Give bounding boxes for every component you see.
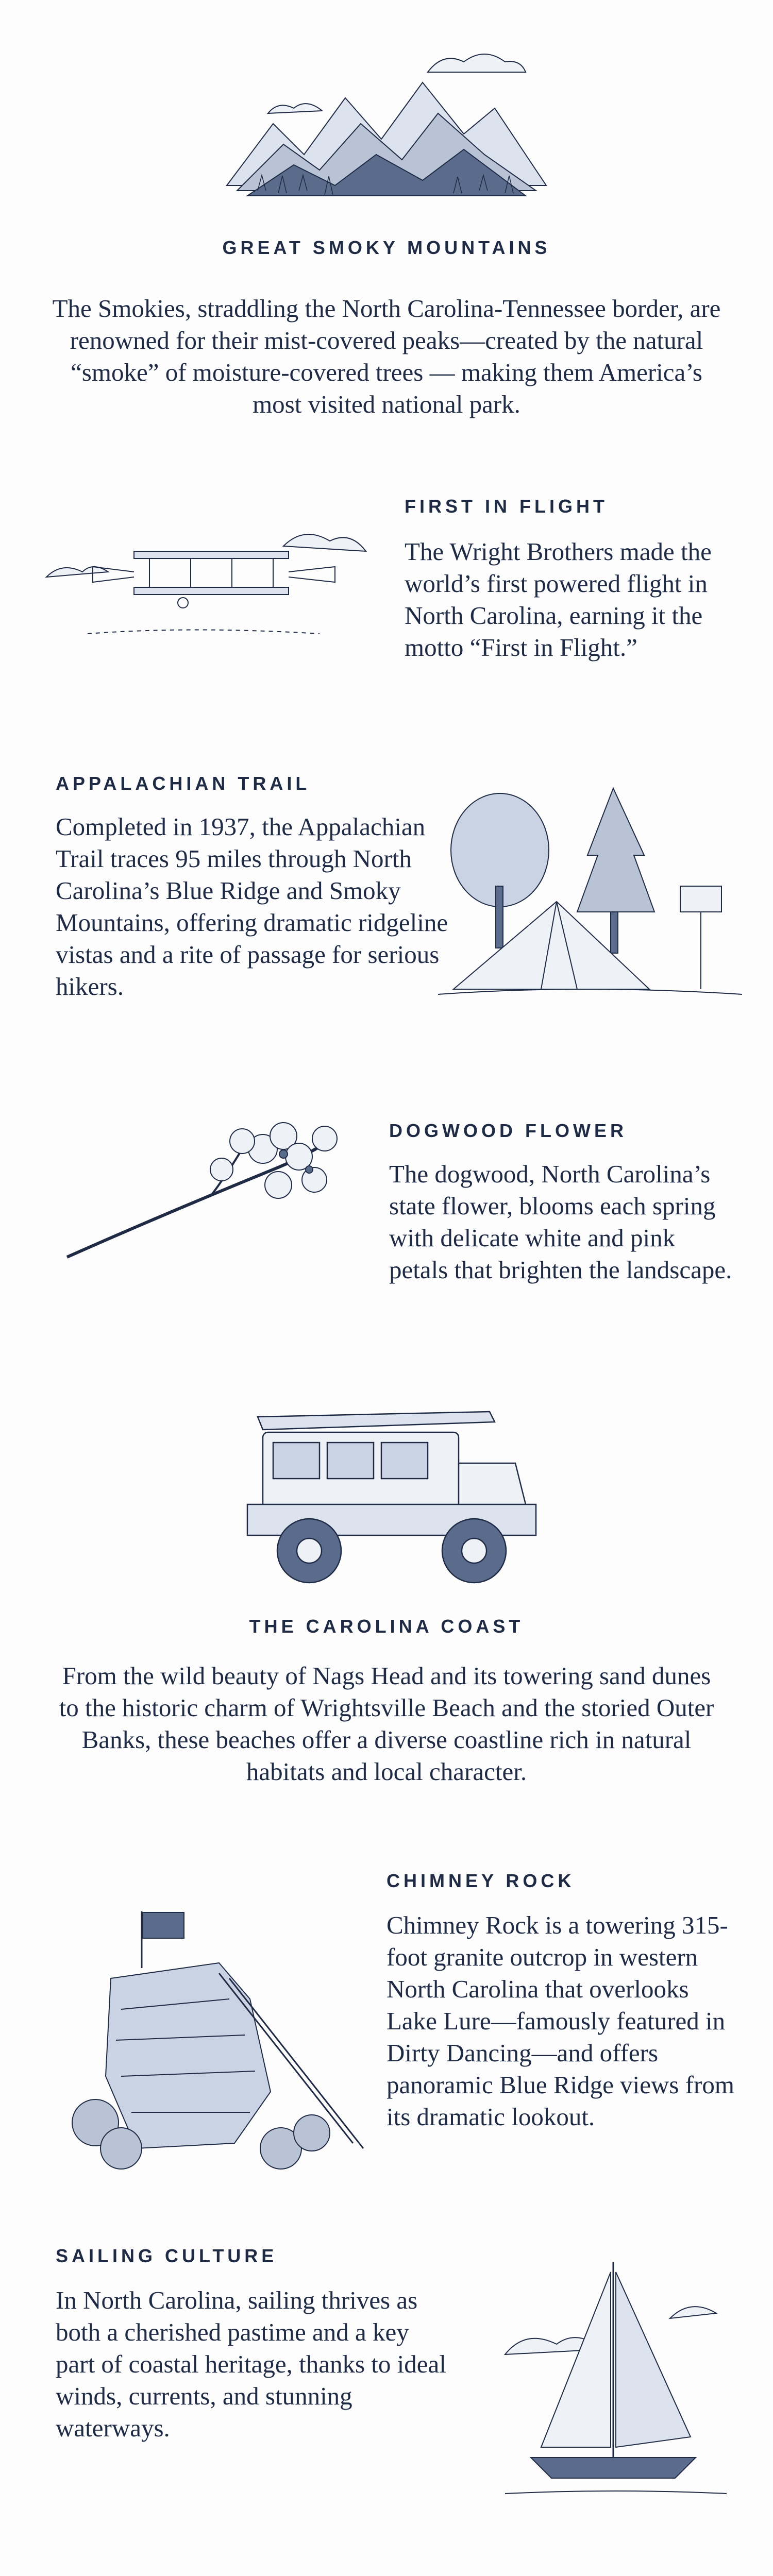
tent-campsite-illustration: [438, 783, 742, 1015]
section-text: Completed in 1937, the Appalachian Trail traces 95 miles through North Carolina’s Blue Ridge and Smoky Mountains, offering dramatic ridgeline vistas and a rite of passage for serious hikers.: [56, 812, 448, 1001]
section-heading: APPALACHIAN TRAIL: [56, 773, 311, 794]
section-heading: GREAT SMOKY MOUNTAINS: [222, 237, 551, 258]
dogwood-flower-illustration: [57, 1113, 376, 1267]
section-heading: SAILING CULTURE: [56, 2245, 278, 2266]
mountains-illustration: [206, 36, 567, 206]
section-text: From the wild beauty of Nags Head and its towering sand dunes to the historic charm of Wrightsville Beach and the storied Outer Banks, these beaches offer a diverse coastline rich in natural habitats and local character.: [59, 1662, 714, 1786]
section-text: The Wright Brothers made the world’s first powered flight in North Carolina, earning it the motto “First in Flight.”: [405, 537, 712, 662]
section-heading: CHIMNEY ROCK: [386, 1870, 575, 1891]
jeep-illustration: [227, 1401, 546, 1597]
section-text: The dogwood, North Carolina’s state flower, blooms each spring with delicate white and pink petals that brighten the landscape.: [389, 1160, 732, 1284]
section-text: The Smokies, straddling the North Carolina-Tennessee border, are renowned for their mist-covered peaks—created by the natural “smoke” of moisture-covered trees — making them America’s most visited national park.: [52, 294, 721, 418]
chimney-rock-illustration: [64, 1906, 384, 2174]
section-heading: FIRST IN FLIGHT: [405, 496, 608, 517]
sailboat-illustration: [495, 2251, 732, 2509]
biplane-illustration: [36, 515, 381, 649]
section-text: Chimney Rock is a towering 315-foot granite outcrop in western North Carolina that overlooks Lake Lure—famously featured in Dirty Dancing—and offers panoramic Blue Ridge views from its dramatic lookout.: [386, 1911, 734, 2131]
section-text: In North Carolina, sailing thrives as both a cherished pastime and a key part of coastal heritage, thanks to ideal winds, currents, and stunning waterways.: [56, 2286, 446, 2442]
section-heading: DOGWOOD FLOWER: [389, 1120, 627, 1141]
section-heading: THE CAROLINA COAST: [249, 1616, 524, 1637]
